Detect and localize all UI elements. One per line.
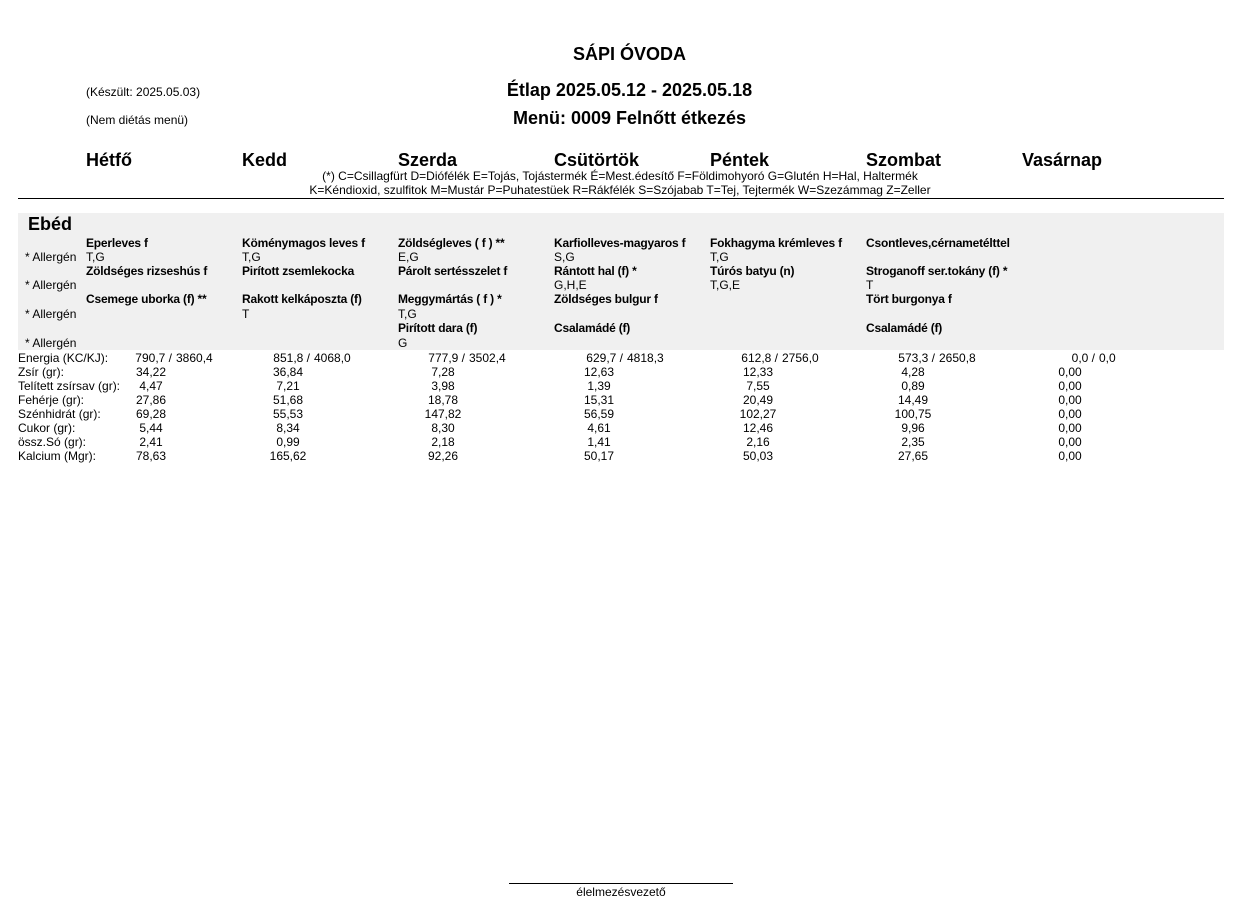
dish-allergens: T,G,E [710,278,741,292]
nutrition-value: 4,47 [139,379,163,393]
energy-kcal: 790,7 / [135,351,172,365]
nutrition-label: Zsír (gr): [18,365,64,379]
nutrition-value: 9,96 [901,421,925,435]
nutrition-value: 100,75 [894,407,932,421]
energy-kj: 4068,0 [314,351,351,365]
nutrition-value: 0,00 [1058,407,1082,421]
day-header: Szerda [398,150,458,170]
nutrition-label: Szénhidrát (gr): [18,407,101,421]
nutrition-value: 3,98 [431,379,455,393]
nutrition-label-energy: Energia (KC/KJ): [18,351,109,365]
meal-title: Ebéd [28,214,73,234]
nutrition-value: 12,63 [583,365,615,379]
dish-name: Rántott hal (f) * [554,264,637,278]
dish-name: Csalamádé (f) [866,321,943,335]
nutrition-value: 0,00 [1058,379,1082,393]
dish-name: Zöldséges bulgur f [554,292,658,306]
nutrition-value: 7,55 [746,379,770,393]
nutrition-value: 92,26 [427,449,459,463]
nutrition-label: össz.Só (gr): [18,435,87,449]
nutrition-value: 0,99 [276,435,300,449]
dish-name: Zöldségleves ( f ) ** [398,236,505,250]
dish-name: Stroganoff ser.tokány (f) * [866,264,1008,278]
dish-name: Csontleves,cérnametélttel [866,236,1010,250]
diet-note: (Nem diétás menü) [86,113,189,127]
dish-allergens: G,H,E [554,278,587,292]
nutrition-label: Kalcium (Mgr): [18,449,97,463]
nutrition-value: 7,21 [276,379,300,393]
menu-period: Étlap 2025.05.12 - 2025.05.18 [506,80,753,100]
nutrition-value: 51,68 [272,393,304,407]
menu-name: Menü: 0009 Felnőtt étkezés [512,108,747,128]
nutrition-value: 0,00 [1058,365,1082,379]
dish-name: Meggymártás ( f ) * [398,292,502,306]
energy-kj: 0,0 [1099,351,1116,365]
dish-name: Csalamádé (f) [554,321,631,335]
energy-kcal: 0,0 / [1071,351,1095,365]
dish-name: Rakott kelkáposzta (f) [242,292,362,306]
dish-name: Köménymagos leves f [242,236,365,250]
nutrition-value: 14,49 [897,393,929,407]
dish-name: Karfiolleves-magyaros f [554,236,686,250]
day-header: Hétfő [86,150,132,170]
nutrition-value: 7,28 [431,365,455,379]
nutrition-value: 2,18 [431,435,455,449]
nutrition-value: 50,17 [583,449,615,463]
nutrition-value: 1,41 [587,435,611,449]
nutrition-value: 15,31 [583,393,615,407]
allergen-row-label: * Allergén [25,278,77,292]
allergen-legend-line2: K=Kéndioxid, szulfitok M=Mustár P=Puhatestüek R=Rákfélék S=Szójabab T=Tej, Tejtermék W=Szezámmag Z=Zeller [309,183,931,197]
energy-kj: 2756,0 [782,351,819,365]
energy-kcal: 851,8 / [273,351,310,365]
nutrition-value: 12,46 [742,421,774,435]
nutrition-value: 27,86 [135,393,167,407]
header-divider [18,198,1224,199]
dish-allergens: T,G [86,250,105,264]
nutrition-value: 12,33 [742,365,774,379]
energy-kj: 3502,4 [469,351,506,365]
nutrition-label: Fehérje (gr): [18,393,85,407]
nutrition-value: 4,28 [901,365,925,379]
nutrition-label: Cukor (gr): [18,421,76,435]
nutrition-value: 0,89 [901,379,925,393]
dish-allergens: T,G [242,250,261,264]
nutrition-value: 78,63 [135,449,167,463]
energy-kcal: 573,3 / [898,351,935,365]
dish-allergens: T,G [398,307,417,321]
nutrition-value: 55,53 [272,407,304,421]
energy-kj: 3860,4 [176,351,213,365]
day-header: Péntek [710,150,770,170]
dish-name: Túrós batyu (n) [710,264,795,278]
dish-name: Fokhagyma krémleves f [710,236,842,250]
day-header: Csütörtök [554,150,639,170]
dish-name: Csemege uborka (f) ** [86,292,207,306]
day-header: Vasárnap [1022,150,1103,170]
allergen-row-label: * Allergén [25,336,77,350]
nutrition-value: 69,28 [135,407,167,421]
created-date: (Készült: 2025.05.03) [86,85,201,99]
dish-allergens: G [398,336,408,350]
nutrition-value: 8,34 [276,421,300,435]
day-header: Kedd [242,150,287,170]
nutrition-value: 1,39 [587,379,611,393]
allergen-legend-line1: (*) C=Csillagfürt D=Diófélék E=Tojás, Tojástermék É=Mest.édesítő F=Földimohyoró G=Glutén H=Hal, Haltermék [322,169,918,183]
dish-name: Tört burgonya f [866,292,952,306]
nutrition-value: 2,35 [901,435,925,449]
dish-allergens: S,G [554,250,575,264]
nutrition-value: 18,78 [427,393,459,407]
energy-kcal: 629,7 / [586,351,623,365]
dish-name: Pirított dara (f) [398,321,478,335]
nutrition-value: 2,16 [746,435,770,449]
dish-allergens: T [866,278,874,292]
nutrition-value: 56,59 [583,407,615,421]
signature-label: élelmezésvezető [576,885,666,899]
dish-allergens: T,G [710,250,729,264]
nutrition-value: 2,41 [139,435,163,449]
day-header: Szombat [866,150,942,170]
energy-kcal: 777,9 / [428,351,465,365]
nutrition-value: 0,00 [1058,393,1082,407]
energy-kj: 4818,3 [627,351,664,365]
allergen-row-label: * Allergén [25,250,77,264]
nutrition-value: 0,00 [1058,435,1082,449]
dish-allergens: T [242,307,250,321]
nutrition-value: 165,62 [269,449,307,463]
nutrition-value: 34,22 [135,365,167,379]
energy-kj: 2650,8 [939,351,976,365]
nutrition-value: 147,82 [424,407,462,421]
dish-allergens: E,G [398,250,419,264]
dish-name: Zöldséges rizseshús f [86,264,208,278]
org-title: SÁPI ÓVODA [572,44,687,64]
dish-name: Eperleves f [86,236,148,250]
nutrition-value: 27,65 [897,449,929,463]
dish-name: Pirított zsemlekocka [242,264,355,278]
dish-name: Párolt sertésszelet f [398,264,508,278]
nutrition-value: 36,84 [272,365,304,379]
nutrition-value: 0,00 [1058,449,1082,463]
nutrition-value: 20,49 [742,393,774,407]
nutrition-label: Telített zsírsav (gr): [18,379,121,393]
nutrition-value: 4,61 [587,421,611,435]
nutrition-value: 102,27 [739,407,777,421]
signature-line [509,883,733,884]
energy-kcal: 612,8 / [741,351,778,365]
allergen-row-label: * Allergén [25,307,77,321]
nutrition-value: 50,03 [742,449,774,463]
nutrition-value: 8,30 [431,421,455,435]
nutrition-value: 5,44 [139,421,163,435]
nutrition-value: 0,00 [1058,421,1082,435]
